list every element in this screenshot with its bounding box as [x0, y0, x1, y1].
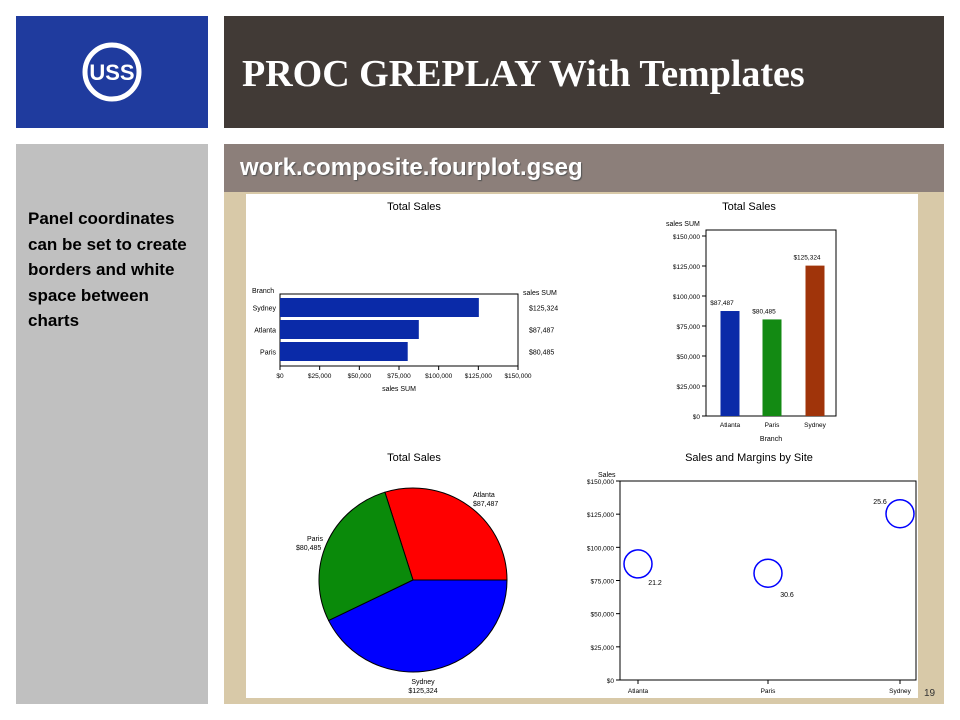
chart2-category-label: Paris [764, 422, 780, 429]
chart2-tick-label: $125,000 [672, 264, 700, 271]
chart3-slice-value: $80,485 [296, 545, 322, 552]
chart2-tick-label: $150,000 [672, 234, 700, 241]
chart4-bubble [624, 550, 652, 578]
chart4-tick-label: $75,000 [590, 578, 614, 586]
chart1-axis-label: sales SUM [382, 386, 416, 393]
chart1-tick-label: $0 [276, 373, 284, 380]
subtitle-bar [224, 144, 944, 192]
chart1-bar [280, 320, 419, 339]
chart2-category-label: Sydney [804, 422, 826, 429]
chart1-value-header: sales SUM [523, 290, 557, 297]
chart2-tick-label: $0 [692, 414, 700, 421]
chart1-tick-label: $75,000 [387, 373, 411, 380]
chart1-bar [280, 298, 479, 317]
chart4-tick-label: $100,000 [586, 545, 614, 553]
chart2-tick-label: $75,000 [676, 324, 700, 331]
chart4-margin-label: 30.6 [780, 592, 794, 599]
company-logo-panel [16, 16, 208, 128]
chart4-bubble [754, 559, 782, 587]
chart1-value-label: $80,485 [529, 349, 555, 357]
chart2-bar [763, 319, 782, 416]
chart1-category-label: Atlanta [254, 327, 276, 335]
chart4-category-label: Sydney [889, 688, 911, 695]
chart1-category-label: Sydney [252, 305, 276, 313]
chart3-title: Total Sales [387, 452, 441, 464]
chart3-slice-label: Paris [307, 536, 323, 543]
page-number: 19 [924, 688, 936, 699]
chart1-tick-label: $100,000 [425, 373, 453, 380]
chart1-value-label: $87,487 [529, 327, 555, 335]
chart1-title: Total Sales [387, 201, 441, 213]
chart1-value-label: $125,324 [529, 305, 559, 313]
sidebar-note: Panel coordinates can be set to create borders and white space between charts [28, 209, 187, 331]
chart3-slice-value: $87,487 [473, 501, 499, 508]
chart2-category-label: Atlanta [719, 422, 741, 429]
chart2-y-label: sales SUM [666, 221, 700, 228]
chart1-tick-label: $25,000 [307, 373, 332, 380]
chart1-category-label: Branch [252, 288, 275, 295]
chart4-tick-label: $125,000 [586, 512, 614, 520]
sidebar-panel [16, 144, 208, 704]
title-bar [224, 16, 944, 128]
chart3-slice-label: Sydney [411, 679, 435, 686]
slide-subtitle: work.composite.fourplot.gseg [240, 154, 583, 181]
chart4-title: Sales and Margins by Site [685, 452, 813, 464]
chart4-tick-label: $150,000 [586, 479, 614, 486]
chart1-tick-label: $125,000 [464, 373, 492, 380]
chart2-bar [721, 311, 740, 416]
chart4-margin-label: 25.6 [873, 499, 887, 506]
chart4-tick-label: $25,000 [590, 644, 614, 652]
chart2-bar [806, 266, 825, 416]
chart4-margin-label: 21.2 [648, 580, 662, 587]
chart2-tick-label: $100,000 [672, 294, 700, 301]
chart4-bubble [886, 500, 914, 528]
chart2-tick-label: $25,000 [676, 384, 700, 391]
chart4-category-label: Paris [760, 688, 776, 695]
chart2-value-label: $80,485 [752, 308, 776, 316]
chart4-tick-label: $50,000 [590, 611, 614, 619]
chart2-title: Total Sales [722, 201, 776, 213]
charts-canvas [246, 194, 918, 698]
chart2-tick-label: $50,000 [676, 354, 700, 361]
uss-logo [16, 16, 208, 128]
chart3-slice-label: Atlanta [473, 492, 495, 499]
chart4-frame [620, 481, 916, 680]
chart-area [246, 194, 918, 698]
chart4-y-label: Sales [598, 472, 616, 479]
chart1-category-label: Paris [260, 349, 276, 357]
chart4-category-label: Atlanta [627, 688, 649, 695]
logo-text: USS [89, 60, 135, 85]
chart2-value-label: $125,324 [793, 254, 821, 262]
chart2-x-label: Branch [759, 436, 783, 443]
chart4-tick-label: $0 [606, 678, 614, 685]
chart1-bar [280, 342, 408, 361]
chart3-slice-value: $125,324 [408, 688, 438, 695]
chart2-value-label: $87,487 [710, 300, 734, 308]
chart1-tick-label: $50,000 [347, 373, 372, 380]
slide-title: PROC GREPLAY With Templates [242, 53, 805, 95]
chart1-tick-label: $150,000 [504, 373, 532, 380]
